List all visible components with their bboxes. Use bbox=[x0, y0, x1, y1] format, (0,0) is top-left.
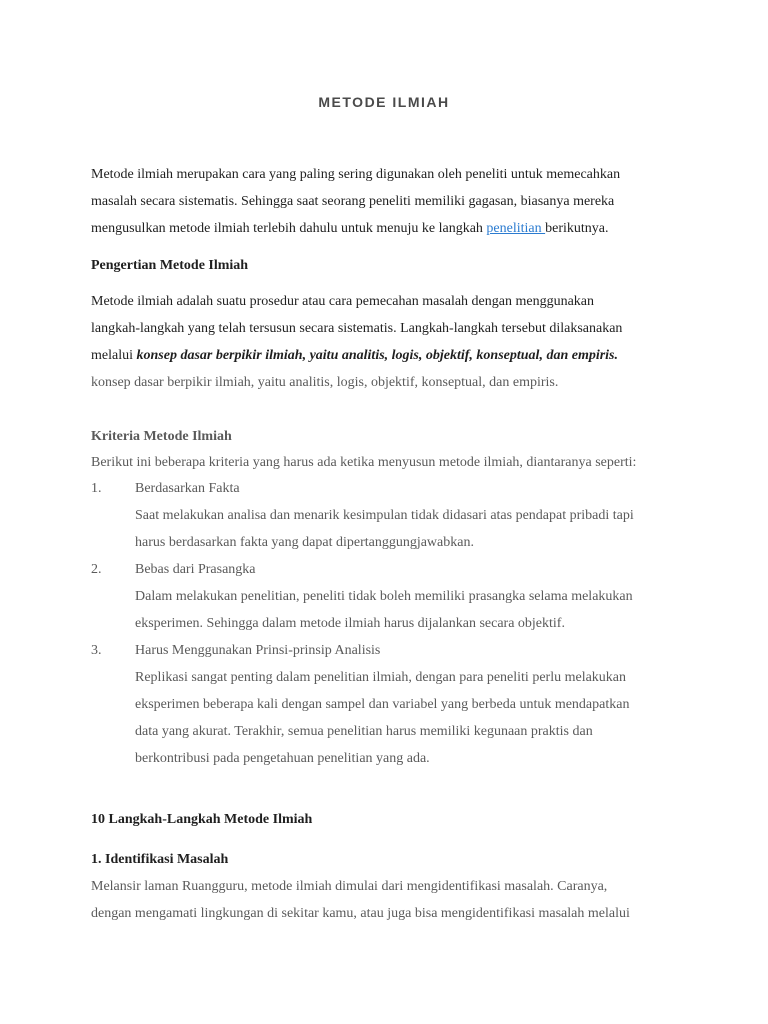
intro-paragraph bbox=[91, 161, 691, 242]
list-item-line: harus berdasarkan fakta yang dapat dipertanggungjawabkan. bbox=[135, 535, 474, 550]
pengertian-line-2: langkah-langkah yang telah tersusun secara sistematis. Langkah-langkah tersebut dilaksanakan bbox=[91, 321, 623, 336]
pengertian-paragraph bbox=[91, 288, 691, 396]
step1-heading: 1. Identifikasi Masalah bbox=[91, 852, 229, 867]
intro-line-3-end: berikutnya. bbox=[545, 221, 609, 236]
list-body bbox=[135, 556, 695, 637]
list-item-line: Dalam melakukan penelitian, peneliti tidak boleh memiliki prasangka selama melakukan bbox=[135, 589, 633, 604]
langkah-heading: 10 Langkah-Langkah Metode Ilmiah bbox=[91, 812, 313, 827]
step1-paragraph bbox=[91, 873, 691, 927]
pengertian-heading: Pengertian Metode Ilmiah bbox=[91, 258, 249, 273]
list-item-line: berkontribusi pada pengetahuan penelitian yang ada. bbox=[135, 751, 430, 766]
pengertian-emphasis: konsep dasar berpikir ilmiah, yaitu analitis, logis, objektif, konseptual, dan empiris. bbox=[136, 348, 619, 363]
list-item-line: eksperimen. Sehingga dalam metode ilmiah harus dijalankan secara objektif. bbox=[135, 616, 565, 631]
list-item-title: Berdasarkan Fakta bbox=[135, 481, 240, 496]
list-number: 3. bbox=[91, 643, 102, 658]
step1-line-2: dengan mengamati lingkungan di sekitar kamu, atau juga bisa mengidentifikasi masalah melalui bbox=[91, 906, 630, 921]
list-body bbox=[135, 475, 695, 556]
pengertian-line-1: Metode ilmiah adalah suatu prosedur atau cara pemecahan masalah dengan menggunakan bbox=[91, 294, 595, 309]
penelitian-link[interactable]: penelitian bbox=[486, 221, 546, 236]
list-item-line: eksperimen beberapa kali dengan sampel dan variabel yang berbeda untuk mendapatkan bbox=[135, 697, 630, 712]
step1-line-1: Melansir laman Ruangguru, metode ilmiah dimulai dari mengidentifikasi masalah. Caranya, bbox=[91, 879, 608, 894]
list-item-line: Saat melakukan analisa dan menarik kesimpulan tidak didasari atas pendapat pribadi tapi bbox=[135, 508, 634, 523]
pengertian-line-3 bbox=[91, 342, 691, 369]
intro-line-2: masalah secara sistematis. Sehingga saat seorang peneliti memiliki gagasan, biasanya mereka bbox=[91, 194, 615, 209]
list-body bbox=[135, 637, 695, 772]
intro-line-1: Metode ilmiah merupakan cara yang paling sering digunakan oleh peneliti untuk memecahkan bbox=[91, 167, 621, 182]
pengertian-line-3-prefix: melalui bbox=[91, 348, 137, 363]
list-item-title: Bebas dari Prasangka bbox=[135, 562, 256, 577]
pengertian-line-4: konsep dasar berpikir ilmiah, yaitu analitis, logis, objektif, konseptual, dan empiris. bbox=[91, 375, 559, 390]
intro-line-3-text: mengusulkan metode ilmiah terlebih dahulu untuk menuju ke langkah bbox=[91, 221, 487, 236]
list-item-title: Harus Menggunakan Prinsi-prinsip Analisis bbox=[135, 643, 381, 658]
list-number: 1. bbox=[91, 481, 102, 496]
list-item-line: data yang akurat. Terakhir, semua penelitian harus memiliki kegunaan praktis dan bbox=[135, 724, 593, 739]
kriteria-intro: Berikut ini beberapa kriteria yang harus ada ketika menyusun metode ilmiah, diantaranya seperti: bbox=[91, 455, 637, 470]
list-number: 2. bbox=[91, 562, 102, 577]
kriteria-heading: Kriteria Metode Ilmiah bbox=[91, 429, 232, 444]
page-title: METODE ILMIAH bbox=[318, 94, 450, 110]
intro-line-3 bbox=[91, 215, 691, 242]
list-item-line: Replikasi sangat penting dalam penelitian ilmiah, dengan para peneliti perlu melakukan bbox=[135, 670, 627, 685]
